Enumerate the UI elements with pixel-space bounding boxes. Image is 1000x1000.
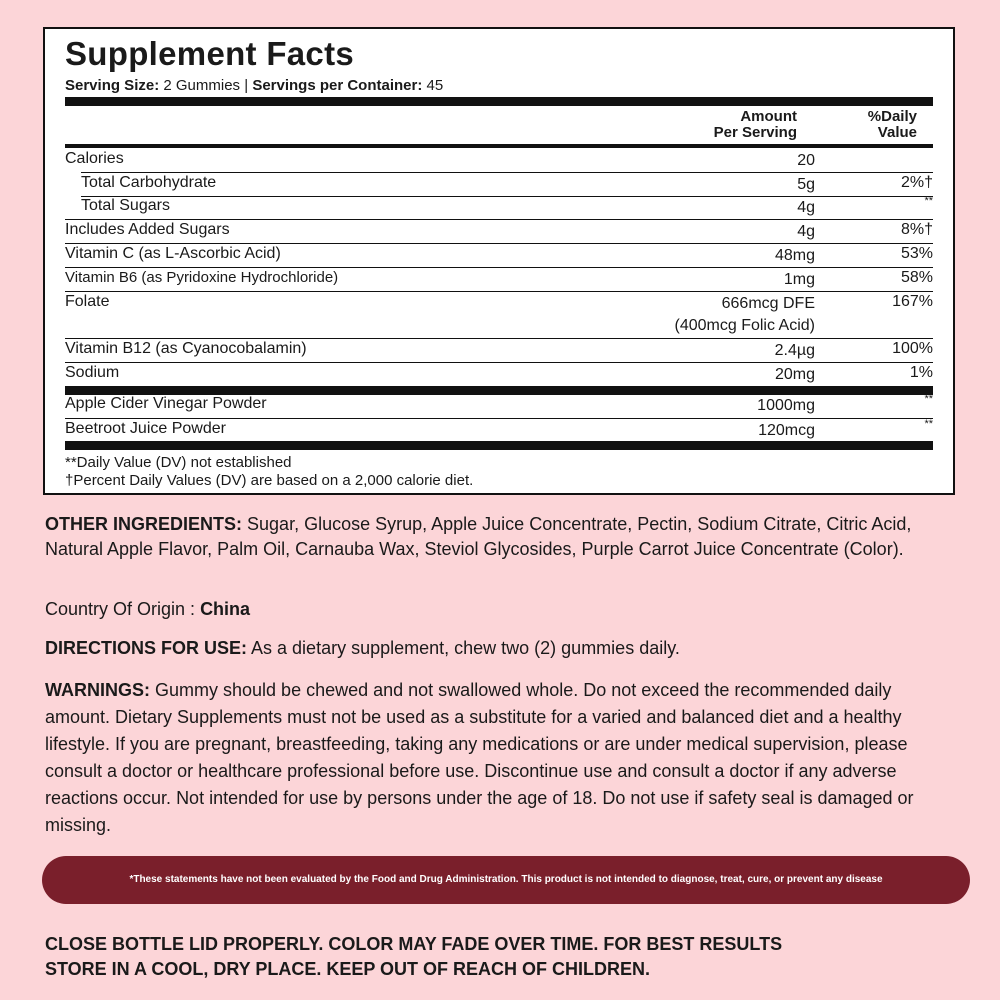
storage-notice-line2: STORE IN A COOL, DRY PLACE. KEEP OUT OF REACH OF CHILDREN. <box>45 959 651 979</box>
nutrient-amount: 4g <box>797 223 815 240</box>
nutrient-amount: 20 <box>797 152 815 169</box>
nutrient-dv: 167% <box>892 293 933 310</box>
nutrient-dv: 58% <box>900 269 933 286</box>
nutrient-dv: ** <box>924 418 933 430</box>
nutrient-dv: ** <box>924 393 933 405</box>
nutrient-amount: 5g <box>797 176 815 193</box>
nutrient-name: Vitamin B6 (as Pyridoxine Hydrochloride) <box>65 269 339 286</box>
row-divider <box>65 219 933 220</box>
row-divider <box>65 362 933 363</box>
directions-label: DIRECTIONS FOR USE: <box>45 638 248 658</box>
nutrient-dv: 1% <box>909 364 933 381</box>
storage-notice <box>45 932 945 982</box>
other-ingredients <box>45 512 960 562</box>
footnote-dv-not-established: **Daily Value (DV) not established <box>65 454 292 471</box>
warnings <box>45 677 960 839</box>
nutrient-name: Includes Added Sugars <box>65 221 230 238</box>
warnings-text: Gummy should be chewed and not swallowed whole. Do not exceed the recommended daily amount. Dietary Supplements must not be used as a substitute for a varied and balanced diet and a healthy lifestyle. If you are pregnant, breastfeeding, taking any medications or are under medical supervision, please consult a doctor or healthcare professional before use. Discontinue use and consult a doctor if any adverse reactions occur. Not intended for use by persons under the age of 18. Do not use if safety seal is damaged or missing. <box>45 680 914 835</box>
row-divider <box>65 243 933 244</box>
country-of-origin <box>45 597 960 622</box>
nutrient-name: Vitamin B12 (as Cyanocobalamin) <box>65 340 307 357</box>
servings-value: 45 <box>426 77 444 94</box>
row-divider <box>81 172 933 173</box>
supplement-facts-panel <box>43 27 955 495</box>
serving-info <box>65 77 443 94</box>
folate-amount-line2: (400mcg Folic Acid) <box>674 317 815 334</box>
storage-notice-line1: CLOSE BOTTLE LID PROPERLY. COLOR MAY FADE OVER TIME. FOR BEST RESULTS <box>45 934 783 954</box>
nutrient-dv: 2%† <box>900 174 933 191</box>
row-divider <box>65 267 933 268</box>
footnote-percent-dv: †Percent Daily Values (DV) are based on a 2,000 calorie diet. <box>65 472 474 489</box>
origin-label: Country Of Origin : <box>45 599 196 619</box>
row-divider <box>65 291 933 292</box>
nutrient-name: Beetroot Juice Powder <box>65 420 226 437</box>
thick-rule-top <box>65 97 933 106</box>
servings-label: Servings per Container: <box>252 77 423 94</box>
directions-for-use <box>45 636 960 661</box>
amount-header-line1: Amount <box>740 108 797 125</box>
nutrient-name: Apple Cider Vinegar Powder <box>65 395 267 412</box>
nutrient-dv: 8%† <box>900 221 933 238</box>
facts-title: Supplement Facts <box>65 35 355 72</box>
thick-rule-middle <box>65 386 933 395</box>
thick-rule-bottom <box>65 441 933 450</box>
nutrient-amount: 120mcg <box>758 422 815 439</box>
nutrient-name: Vitamin C (as L-Ascorbic Acid) <box>65 245 281 262</box>
nutrient-amount: 1mg <box>783 271 815 288</box>
directions-text: As a dietary supplement, chew two (2) gummies daily. <box>251 638 680 658</box>
nutrient-amount: 2.4µg <box>774 342 815 359</box>
nutrient-dv: 100% <box>892 340 933 357</box>
serving-separator: | <box>244 77 249 94</box>
nutrient-name: Total Sugars <box>81 197 170 214</box>
folate-amount-line1: 666mcg DFE <box>721 295 815 312</box>
nutrient-amount <box>675 293 816 337</box>
dv-header-line2: Value <box>877 124 917 141</box>
medium-rule <box>65 144 933 148</box>
nutrient-dv: ** <box>924 195 933 207</box>
serving-size-value: 2 Gummies <box>163 77 241 94</box>
nutrient-dv: 53% <box>900 245 933 262</box>
nutrient-amount: 20mg <box>774 366 815 383</box>
other-ingredients-label: OTHER INGREDIENTS: <box>45 514 243 534</box>
amount-header-line2: Per Serving <box>713 124 797 141</box>
dv-header-line1: %Daily <box>867 108 917 125</box>
nutrient-name: Folate <box>65 293 110 310</box>
nutrient-name: Calories <box>65 150 124 167</box>
fda-disclaimer-banner: *These statements have not been evaluated by the Food and Drug Administration. This product is not intended to diagnose, treat, cure, or prevent any disease <box>42 856 970 904</box>
nutrient-name: Total Carbohydrate <box>81 174 217 191</box>
amount-column-header <box>714 109 797 141</box>
nutrient-amount: 4g <box>797 199 815 216</box>
nutrient-amount: 1000mg <box>757 397 815 414</box>
origin-value: China <box>200 599 251 619</box>
nutrient-name: Sodium <box>65 364 120 381</box>
serving-size-label: Serving Size: <box>65 77 160 94</box>
other-ingredients-text: Sugar, Glucose Syrup, Apple Juice Concentrate, Pectin, Sodium Citrate, Citric Acid, Natural Apple Flavor, Palm Oil, Carnauba Wax, Steviol Glycosides, Purple Carrot Juice Concentrate (Color). <box>45 514 912 559</box>
dv-column-header <box>868 109 917 141</box>
warnings-label: WARNINGS: <box>45 680 150 700</box>
row-divider <box>65 418 933 419</box>
nutrient-amount: 48mg <box>774 247 815 264</box>
row-divider <box>65 338 933 339</box>
